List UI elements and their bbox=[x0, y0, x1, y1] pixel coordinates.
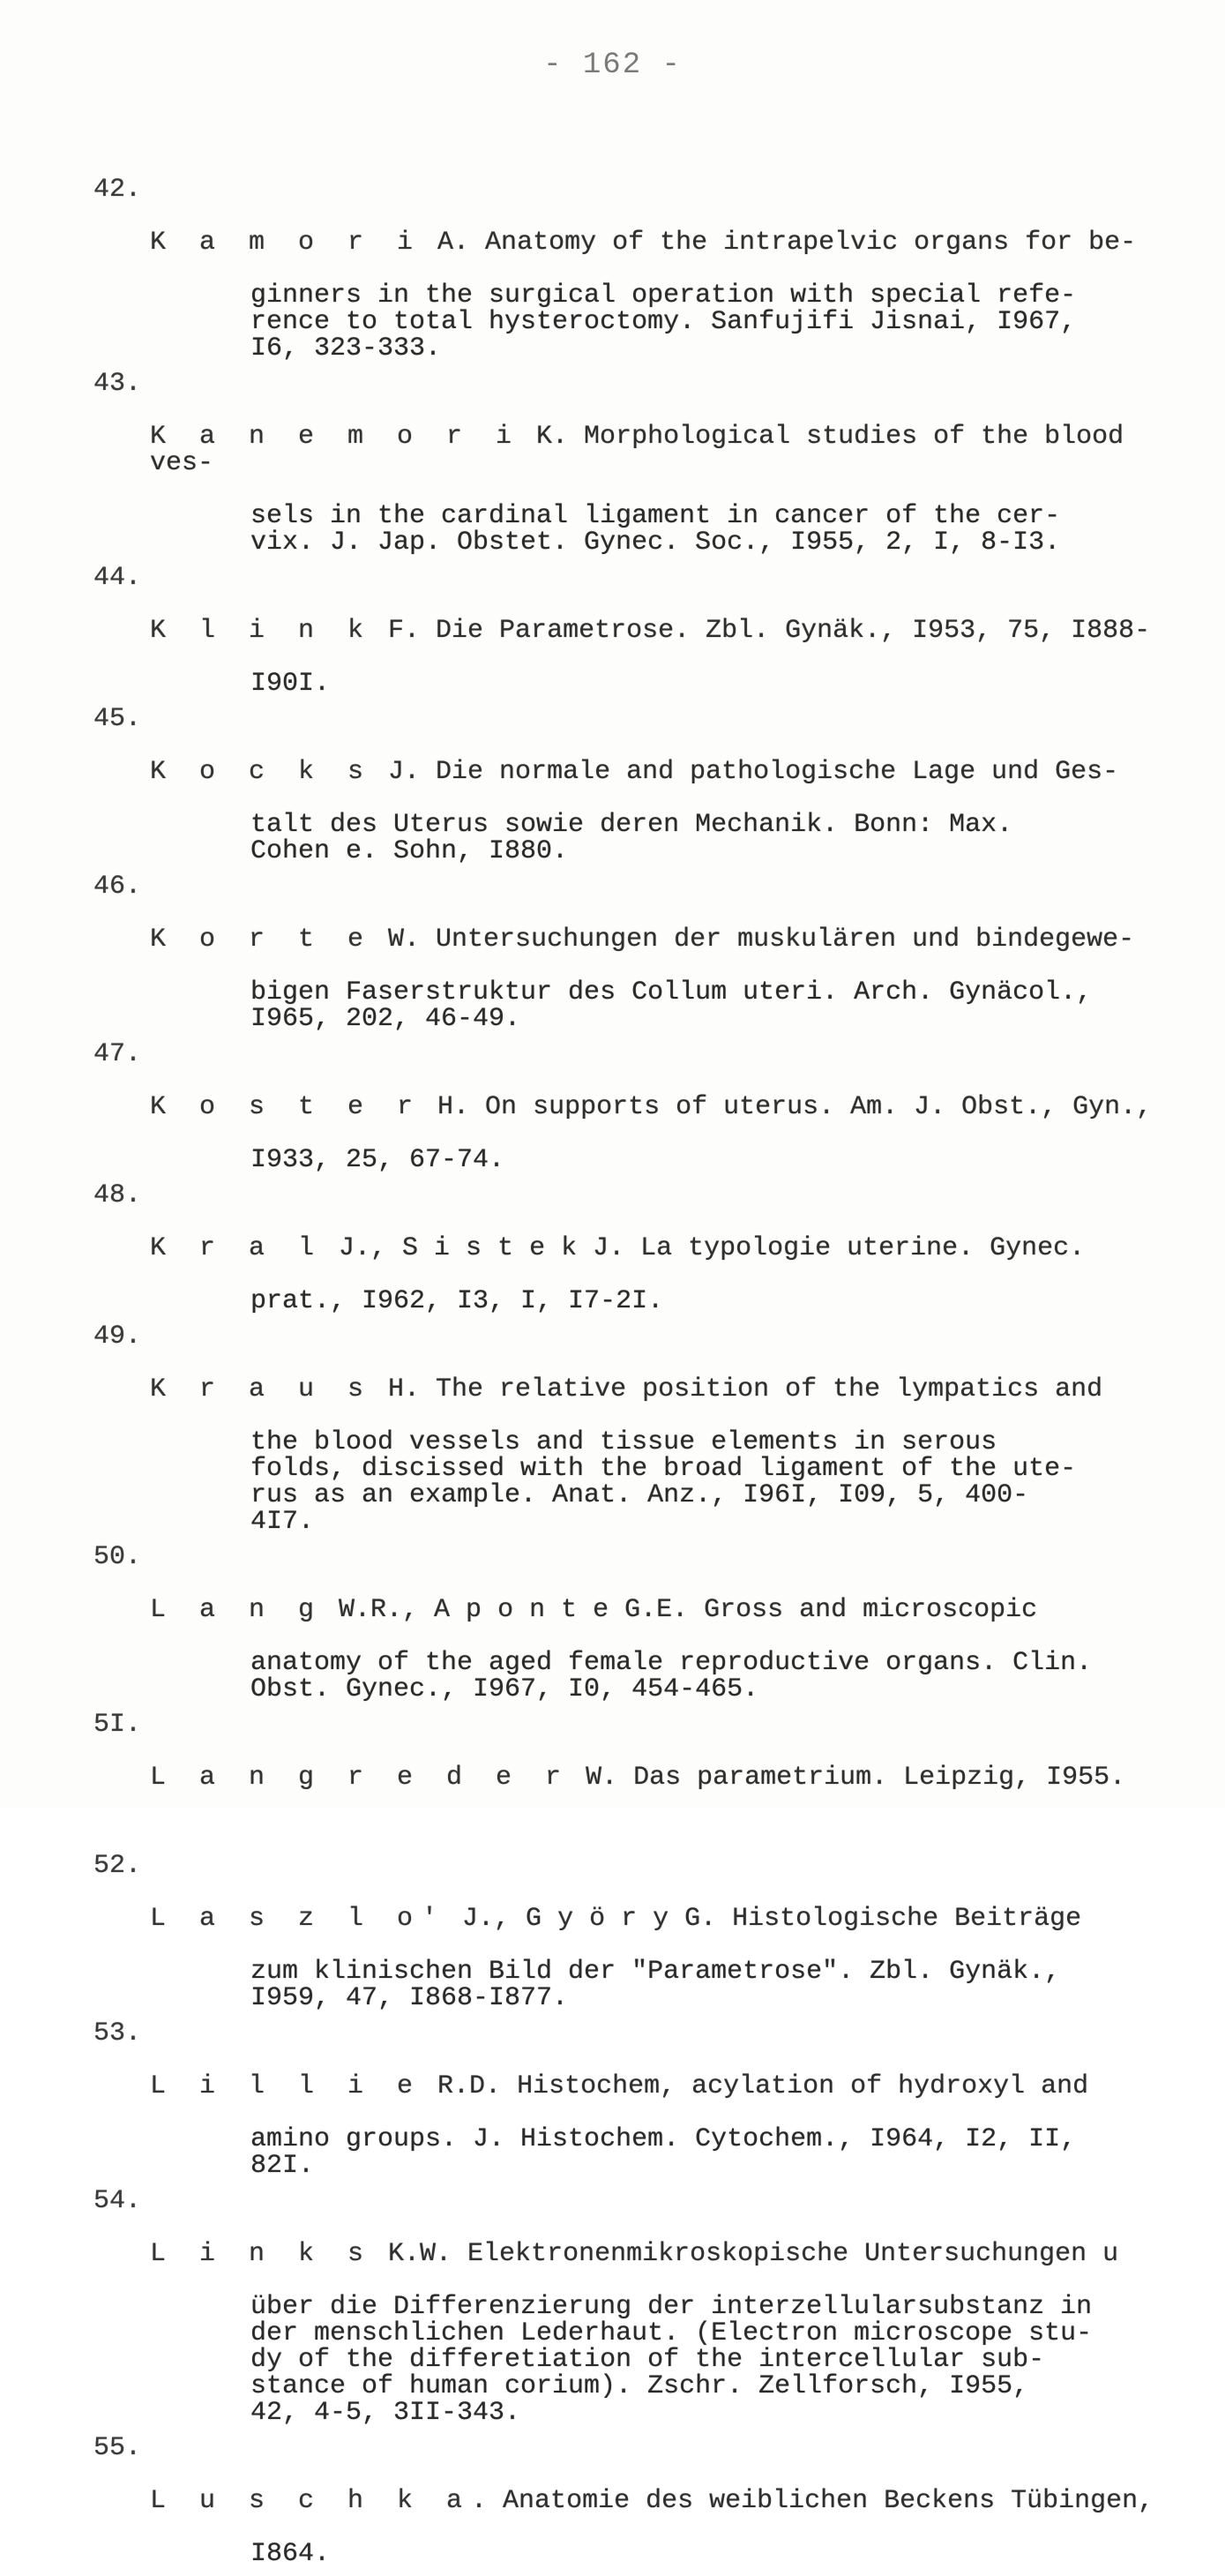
reference-continuation: anatomy of the aged female reproductive organs. Clin. Obst. Gynec., I967, I0, 454-465. bbox=[250, 1648, 1093, 1704]
reference-number: 47. bbox=[93, 1039, 141, 1069]
reference-author: K o c k s bbox=[150, 757, 373, 787]
reference-author: L u s c h k a bbox=[150, 2486, 472, 2516]
reference-list bbox=[88, 176, 1155, 2576]
reference-entry bbox=[88, 2188, 1155, 2426]
reference-number: 5I. bbox=[93, 1710, 141, 1740]
reference-number: 50. bbox=[93, 1542, 141, 1572]
reference-continuation: prat., I962, I3, I, I7-2I. bbox=[250, 1286, 664, 1316]
reference-author: K a n e m o r i bbox=[150, 422, 521, 452]
reference-entry bbox=[88, 371, 1155, 556]
reference-author: L a n g r e d e r bbox=[150, 1763, 571, 1793]
reference-author: L i n k s bbox=[150, 2239, 373, 2269]
reference-number: 54. bbox=[93, 2186, 141, 2216]
reference-number: 45. bbox=[93, 704, 141, 734]
reference-continuation: ginners in the surgical operation with special refe- rence to total hysteroctomy. Sanfujifi Jisnai, I967, I6, 323-333. bbox=[250, 281, 1077, 363]
reference-continuation: I864. bbox=[250, 2539, 331, 2569]
reference-first-line: R.D. Histochem, acylation of hydroxyl and bbox=[422, 2071, 1089, 2101]
reference-entry bbox=[88, 1182, 1155, 1314]
page-number: - 162 - bbox=[543, 49, 682, 82]
reference-first-line: H. On supports of uterus. Am. J. Obst., Gyn., bbox=[422, 1092, 1153, 1122]
reference-author: L a n g bbox=[150, 1595, 324, 1625]
reference-first-line: A. Anatomy of the intrapelvic organs for be- bbox=[422, 228, 1137, 258]
reference-number: 43. bbox=[93, 369, 141, 399]
reference-author: K l i n k bbox=[150, 616, 373, 646]
reference-continuation: I90I. bbox=[250, 669, 331, 699]
reference-continuation: bigen Faserstruktur des Collum uteri. Arch. Gynäcol., I965, 202, 46-49. bbox=[250, 977, 1093, 1034]
reference-continuation: zum klinischen Bild der "Parametrose". Zbl. Gynäk., I959, 47, I868-I877. bbox=[250, 1957, 1061, 2013]
reference-author: K o r t e bbox=[150, 925, 373, 955]
reference-first-line: J., S i s t e k J. La typologie uterine. Gynec. bbox=[323, 1233, 1086, 1263]
reference-number: 46. bbox=[93, 872, 141, 902]
reference-author: K a m o r i bbox=[150, 228, 422, 258]
reference-entry bbox=[88, 706, 1155, 865]
reference-first-line: . Anatomie des weiblichen Beckens Tübingen, bbox=[471, 2486, 1154, 2516]
reference-continuation: I933, 25, 67-74. bbox=[250, 1145, 505, 1175]
reference-number: 52. bbox=[93, 1851, 141, 1881]
reference-first-line: F. Die Parametrose. Zbl. Gynäk., I953, 75, I888- bbox=[372, 616, 1151, 646]
reference-continuation: über die Differenzierung der interzellularsubstanz in der menschlichen Lederhaut. (Electron microscope stu- dy of the differetiation of the intercellular sub- stance of human corium). Zschr. Zellforsch, I955, 42, 4-5, 3II-343. bbox=[250, 2292, 1093, 2428]
reference-first-line: H. The relative position of the lympatics and bbox=[372, 1374, 1103, 1404]
reference-continuation: sels in the cardinal ligament in cancer of the cer- vix. J. Jap. Obstet. Gynec. Soc., I955, 2, I, 8-I3. bbox=[250, 501, 1061, 558]
reference-number: 49. bbox=[93, 1322, 141, 1352]
reference-entry bbox=[88, 1853, 1155, 2011]
reference-entry bbox=[88, 2020, 1155, 2179]
reference-number: 44. bbox=[93, 563, 141, 593]
reference-entry bbox=[88, 1544, 1155, 1703]
reference-continuation: the blood vessels and tissue elements in serous folds, discissed with the broad ligament of the ute- rus as an example. Anat. Anz., I96I, I09, 5, 400- 4I7. bbox=[250, 1427, 1077, 1537]
reference-entry bbox=[88, 873, 1155, 1032]
reference-author: L i l l i e bbox=[150, 2071, 422, 2101]
reference-author: L a s z l o' bbox=[150, 1904, 447, 1934]
reference-first-line: J., G y ö r y G. Histologische Beiträge bbox=[446, 1904, 1082, 1934]
reference-number: 48. bbox=[93, 1180, 141, 1210]
reference-entry bbox=[88, 565, 1155, 697]
reference-author: K r a l bbox=[150, 1233, 324, 1263]
reference-continuation: amino groups. J. Histochem. Cytochem., I964, I2, II, 82I. bbox=[250, 2124, 1077, 2181]
reference-entry bbox=[88, 176, 1155, 362]
reference-entry bbox=[88, 1041, 1155, 1173]
reference-number: 55. bbox=[93, 2433, 141, 2463]
reference-number: 42. bbox=[93, 175, 141, 205]
reference-author: K r a u s bbox=[150, 1374, 373, 1404]
reference-first-line: J. Die normale and pathologische Lage und Ges- bbox=[372, 757, 1119, 787]
reference-first-line: W. Untersuchungen der muskulären und bindegewe- bbox=[372, 925, 1135, 955]
reference-first-line: W. Das parametrium. Leipzig, I955. bbox=[570, 1763, 1126, 1793]
reference-first-line: K.W. Elektronenmikroskopische Untersuchungen u bbox=[372, 2239, 1119, 2269]
reference-first-line: K. Morphological studies of the blood ves- bbox=[150, 422, 1124, 478]
reference-author: K o s t e r bbox=[150, 1092, 422, 1122]
reference-continuation: talt des Uterus sowie deren Mechanik. Bonn: Max. Cohen e. Sohn, I880. bbox=[250, 810, 1013, 866]
reference-number: 53. bbox=[93, 2018, 141, 2048]
reference-first-line: W.R., A p o n t e G.E. Gross and microscopic bbox=[323, 1595, 1038, 1625]
reference-entry bbox=[88, 2435, 1155, 2567]
reference-entry bbox=[88, 1711, 1155, 1844]
reference-entry bbox=[88, 1323, 1155, 1535]
